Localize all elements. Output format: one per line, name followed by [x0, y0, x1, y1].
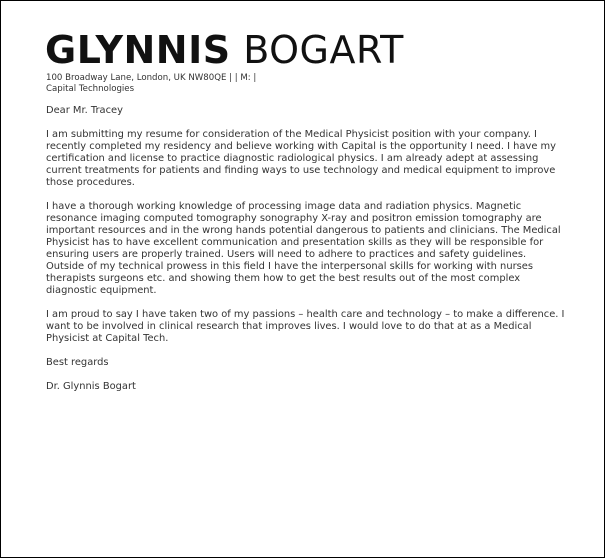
- paragraph-1: I am submitting my resume for consideration of the Medical Physicist position with your company. I recently completed my residency and believe working with Capital is the opportunity I need. I have my certification and license to practice diagnostic radiological physics. I am already adept at assessing current treatments for patients and finding ways to use technology and medical equipment to improve those procedures.: [46, 129, 557, 188]
- applicant-name: [45, 29, 404, 71]
- paragraph-2: I have a thorough working knowledge of processing image data and radiation physics. Magnetic resonance imaging computed tomography sonography X-ray and positron emission tomography are important resources and in the wrong hands potential dangerous to patients and clinicians. The Medical Physicist has to have excellent communication and presentation skills as they will be responsible for ensuring users are properly trained. Users will need to adhere to practices and safety guidelines. Outside of my technical prowess in this field I have the interpersonal skills for working with nurses therapists surgeons etc. and showing them how to get the best results out of the most complex diagnostic equipment.: [46, 201, 561, 296]
- first-name: GLYNNIS: [45, 28, 231, 72]
- contact-line: 100 Broadway Lane, London, UK NW80QE | | M: |: [46, 73, 257, 83]
- contact-block: [46, 73, 256, 95]
- paragraph-3: I am proud to say I have taken two of my passions – health care and technology – to make a difference. I want to be involved in clinical research that improves lives. I would love to do that at as a Medical Physicist at Capital Tech.: [46, 309, 565, 344]
- letter-body: [46, 105, 566, 405]
- closing: Best regards: [46, 357, 109, 368]
- salutation: Dear Mr. Tracey: [46, 105, 123, 116]
- last-name: BOGART: [243, 28, 404, 72]
- company-line: Capital Technologies: [46, 84, 135, 94]
- signature: Dr. Glynnis Bogart: [46, 381, 136, 392]
